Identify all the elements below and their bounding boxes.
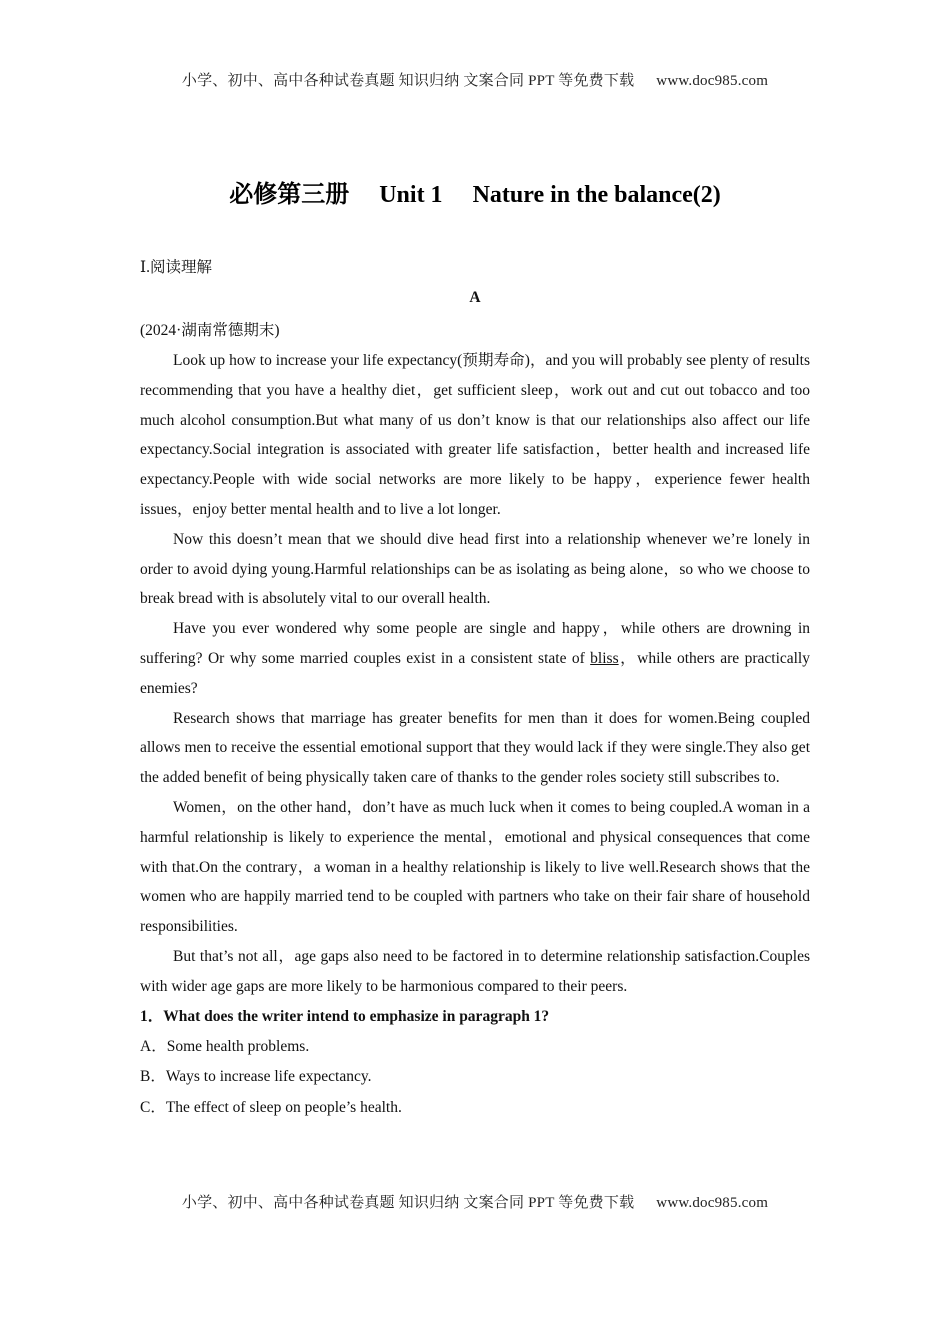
passage-source: (2024·湖南常德期末) xyxy=(140,322,280,339)
footer-banner xyxy=(0,1191,950,1212)
question-1 xyxy=(140,1002,810,1032)
paragraph-5: Women，on the other hand，don’t have as much luck when it comes to being coupled.A woman in a harmful relationship is likely to experience the mental，emotional and physical consequences that come with that.On the contrary，a woman in a healthy relationship is likely to live well.Research shows that the women who are happily married tend to be coupled with partners who take on their fair share of household responsibilities. xyxy=(140,798,810,936)
option-text: Ways to increase life expectancy. xyxy=(165,1068,372,1086)
option-a xyxy=(140,1032,810,1063)
banner-url: www.doc985.com xyxy=(656,1195,769,1211)
option-text: Some health problems. xyxy=(166,1037,310,1055)
paragraph-2: Now this doesn’t mean that we should dive head first into a relationship whenever we’re lonely in order to avoid dying young.Harmful relationships can be as isolating as being alone，so who we choose to break bread with is absolutely vital to our overall health. xyxy=(140,530,810,608)
question-number: 1． xyxy=(140,1007,164,1025)
banner-url: www.doc985.com xyxy=(656,73,769,89)
title-book: 必修第三册 xyxy=(229,182,350,208)
page-title xyxy=(0,174,950,209)
option-label: B． xyxy=(140,1068,166,1086)
option-label: A． xyxy=(140,1037,167,1055)
question-text: What does the writer intend to emphasize in paragraph 1? xyxy=(163,1007,550,1025)
paragraph-3-before: Have you ever wondered why some people are single and happy，while others are drowning in suffering? Or why some married couples exist in a consistent state of xyxy=(140,620,810,667)
section-heading: Ⅰ.阅读理解 xyxy=(140,259,212,276)
passage-label: A xyxy=(469,289,481,306)
banner-text: 小学、初中、高中各种试卷真题 知识归纳 文案合同 PPT 等免费下载 xyxy=(181,73,635,89)
title-unit: Unit 1 xyxy=(379,182,443,208)
option-text: The effect of sleep on people’s health. xyxy=(165,1098,402,1116)
banner-text: 小学、初中、高中各种试卷真题 知识归纳 文案合同 PPT 等免费下载 xyxy=(181,1195,635,1211)
header-banner xyxy=(0,69,950,90)
document-body xyxy=(140,256,810,1123)
paragraph-3 xyxy=(140,614,810,703)
option-c xyxy=(140,1093,810,1124)
underlined-word: bliss xyxy=(590,649,619,667)
title-topic: Nature in the balance(2) xyxy=(472,182,721,208)
paragraph-3-after: ，while others are practically enemies? xyxy=(140,649,810,697)
paragraph-6: But that’s not all，age gaps also need to be factored in to determine relationship satisfaction.Couples with wider age gaps are more likely to be harmonious compared to their peers. xyxy=(140,947,810,995)
paragraph-1: Look up how to increase your life expectancy(预期寿命)，and you will probably see plenty of results recommending that you have a healthy diet，get sufficient sleep，work out and cut out tobacco and too much alcohol consumption.But what many of us don’t know is that our relationships also affect our life expectancy.Social integration is associated with greater life satisfaction，better health and increased life expectancy.People with wide social networks are more likely to be happy，experience fewer health issues，enjoy better mental health and to live a lot longer. xyxy=(140,352,810,518)
option-b xyxy=(140,1062,810,1093)
paragraph-4: Research shows that marriage has greater benefits for men than it does for women.Being coupled allows men to receive the essential emotional support that they would lack if they were single.They also get the added benefit of being physically taken care of thanks to the gender roles society still subscribes to. xyxy=(140,709,810,787)
option-label: C． xyxy=(140,1098,166,1116)
